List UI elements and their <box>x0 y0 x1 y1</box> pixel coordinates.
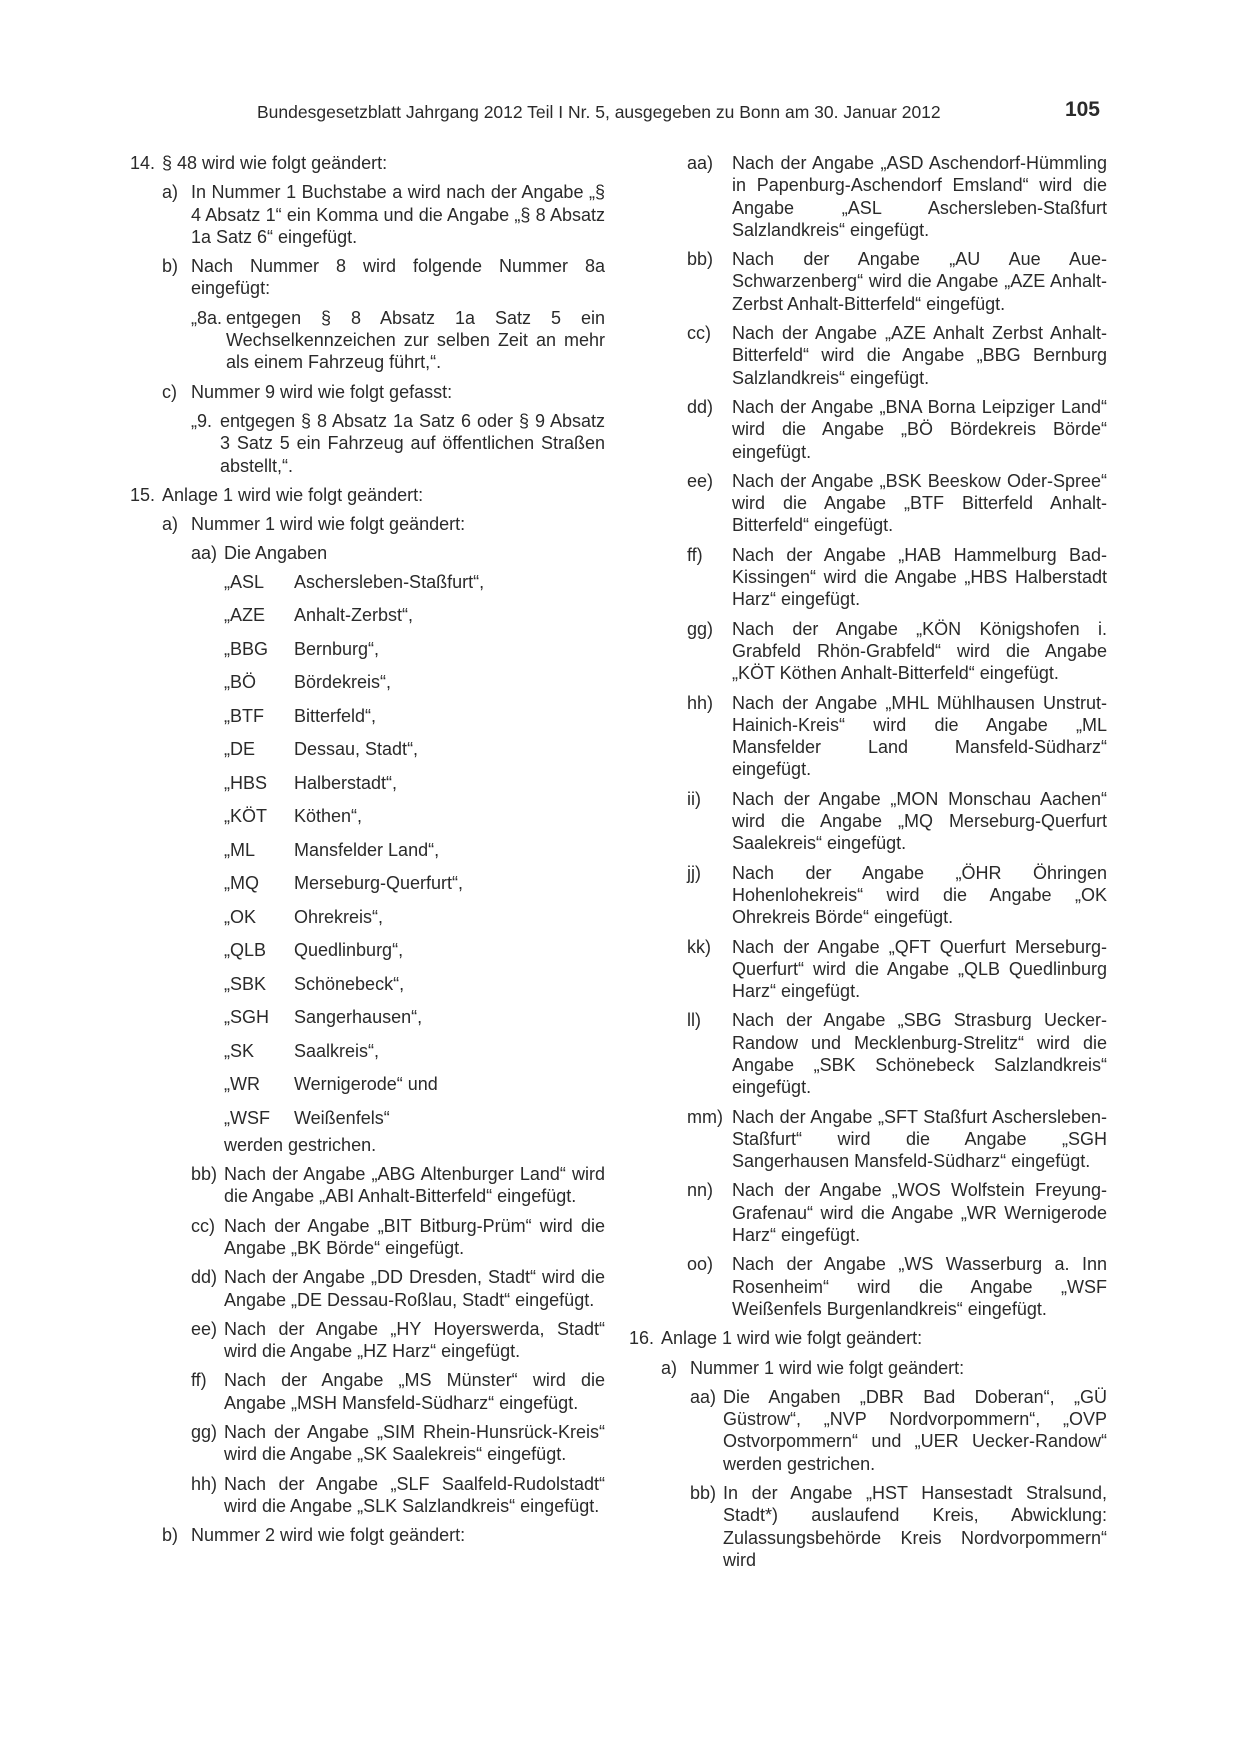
item-marker: cc) <box>191 1215 215 1236</box>
item-text: Nach der Angabe „HY Hoyerswerda, Stadt“ wird die Angabe „HZ Harz“ eingefügt. <box>224 1318 605 1362</box>
item-oo <box>687 1253 1107 1320</box>
code-name: Anhalt-Zerbst“, <box>294 605 414 626</box>
code: „BTF <box>224 705 264 726</box>
item-bb <box>687 248 1107 315</box>
item-marker: b) <box>162 1525 179 1546</box>
item-dd <box>687 396 1107 463</box>
item-15-a-hh <box>191 1473 605 1518</box>
item-text: Nach der Angabe „BNA Borna Leipziger Land“ wird die Angabe „BÖ Bördekreis Börde“ eingefügt. <box>732 396 1107 462</box>
code: „WR <box>224 1074 260 1095</box>
code-row <box>224 1040 605 1074</box>
item-marker: kk) <box>687 936 711 957</box>
item-text: Nach der Angabe „SFT Staßfurt Aschersleben-Staßfurt“ wird die Angabe „SGH Sangerhausen Mansfeld-Südharz“ eingefügt. <box>732 1106 1107 1172</box>
item-marker: dd) <box>687 396 714 417</box>
item-text: Nach der Angabe „QFT Querfurt Merseburg-Querfurt“ wird die Angabe „QLB Quedlinburg Harz“ eingefügt. <box>732 936 1107 1002</box>
item-marker: aa) <box>687 153 714 173</box>
item-15-a-aa <box>191 542 605 564</box>
code-name: Aschersleben-Staßfurt“, <box>294 571 485 592</box>
item-15-a-ff <box>191 1369 605 1414</box>
code: „ML <box>224 839 255 860</box>
quoted-provision-8a <box>191 307 605 374</box>
quoted-provision-9 <box>191 410 605 477</box>
item-text: Nach der Angabe „DD Dresden, Stadt“ wird die Angabe „DE Dessau-Roßlau, Stadt“ eingefügt. <box>224 1267 605 1310</box>
item-text: Nach der Angabe „KÖN Königshofen i. Grabfeld Rhön-Grabfeld“ wird die Angabe „KÖT Köthen Anhalt-Bitterfeld“ eingefügt. <box>732 618 1107 684</box>
item-text: In Nummer 1 Buchstabe a wird nach der Angabe „§ 4 Absatz 1“ ein Komma und die Angabe „§ 8 Absatz 1a Satz 6“ eingefügt. <box>191 182 605 247</box>
code-row <box>224 906 605 940</box>
page-number: 105 <box>1064 98 1100 121</box>
code: „WSF <box>224 1107 270 1128</box>
item-marker: a) <box>162 514 179 535</box>
item-marker: ll) <box>687 1010 701 1031</box>
item-text: Nummer 1 wird wie folgt geändert: <box>690 1357 965 1378</box>
code: „QLB <box>224 940 267 961</box>
item-ll <box>687 1009 1107 1098</box>
item-text: Nach der Angabe „BSK Beeskow Oder-Spree“ wird die Angabe „BTF Bitterfeld Anhalt-Bitterfeld“ eingefügt. <box>732 470 1107 536</box>
code-row <box>224 872 605 906</box>
code-name: Ohrekreis“, <box>294 906 384 927</box>
item-gg <box>687 618 1107 685</box>
item-nn <box>687 1179 1107 1246</box>
item-14-b <box>162 255 605 300</box>
item-text: Nach der Angabe „ÖHR Öhringen Hohenlohekreis“ wird die Angabe „OK Ohrekreis Börde“ eingefügt. <box>732 862 1107 928</box>
code: „HBS <box>224 772 268 793</box>
code-row <box>224 839 605 873</box>
item-marker: ii) <box>687 788 701 809</box>
item-text: Die Angaben „DBR Bad Doberan“, „GÜ Güstrow“, „NVP Nordvorpommern“, „OVP Ostvorpommern“ und „UER Uecker-Randow“ werden gestrichen. <box>723 1386 1107 1474</box>
code-row <box>224 638 605 672</box>
item-marker: mm) <box>687 1106 723 1127</box>
item-16 <box>629 1327 1107 1349</box>
item-text: Anlage 1 wird wie folgt geändert: <box>162 484 424 505</box>
item-text: Nach der Angabe „WS Wasserburg a. Inn Rosenheim“ wird die Angabe „WSF Weißenfels Burgenlandkreis“ eingefügt. <box>732 1254 1107 1319</box>
code: „SBK <box>224 973 267 994</box>
item-text: Nach der Angabe „ABG Altenburger Land“ wird die Angabe „ABI Anhalt-Bitterfeld“ eingefügt. <box>224 1164 605 1207</box>
item-mm <box>687 1106 1107 1173</box>
item-marker: a) <box>162 182 179 203</box>
right-column <box>629 152 1107 1571</box>
code-row <box>224 973 605 1007</box>
code-name: Bördekreis“, <box>294 672 392 693</box>
item-marker: „9. <box>191 410 213 431</box>
item-marker: bb) <box>690 1483 717 1504</box>
item-marker: nn) <box>687 1180 714 1201</box>
item-14-c <box>162 381 605 403</box>
code-name: Mansfelder Land“, <box>294 839 440 860</box>
item-hh <box>687 692 1107 781</box>
item-marker: jj) <box>687 862 701 883</box>
item-15-a-bb <box>191 1163 605 1208</box>
item-jj <box>687 862 1107 929</box>
item-15 <box>130 484 605 506</box>
code-name: Quedlinburg“, <box>294 940 404 961</box>
item-marker: a) <box>661 1357 678 1378</box>
code-row <box>224 571 605 605</box>
code: „SGH <box>224 1007 269 1028</box>
code-row <box>224 604 605 638</box>
item-text: In der Angabe „HST Hansestadt Stralsund, Stadt*) auslaufend Kreis, Abwicklung: Zulassungsbehörde Kreis Nordvorpommern“ wird <box>723 1483 1107 1570</box>
item-15-b <box>162 1524 605 1546</box>
item-15-a-cc <box>191 1215 605 1260</box>
deletion-note: werden gestrichen. <box>224 1134 377 1155</box>
code: „BBG <box>224 638 269 659</box>
item-text: Nach der Angabe „AZE Anhalt Zerbst Anhalt-Bitterfeld“ wird die Angabe „BBG Bernburg Salzlandkreis“ eingefügt. <box>732 323 1107 388</box>
item-marker: ff) <box>191 1370 207 1391</box>
item-ii <box>687 788 1107 855</box>
item-marker: „8a. <box>191 307 223 328</box>
item-text: Nach der Angabe „SLF Saalfeld-Rudolstadt“ wird die Angabe „SLK Salzlandkreis“ eingefügt. <box>224 1473 605 1516</box>
item-marker: 16. <box>629 1328 655 1349</box>
item-text: Nach der Angabe „MHL Mühlhausen Unstrut-Hainich-Kreis“ wird die Angabe „ML Mansfelder Land Mansfeld-Südharz“ eingefügt. <box>732 692 1107 780</box>
item-text: Nach Nummer 8 wird folgende Nummer 8a eingefügt: <box>191 256 605 299</box>
code-name: Saalkreis“, <box>294 1040 380 1061</box>
item-aa <box>687 152 1107 241</box>
item-marker: ff) <box>687 544 703 565</box>
item-marker: 14. <box>130 153 156 173</box>
item-marker: ee) <box>191 1318 218 1339</box>
item-marker: aa) <box>690 1386 717 1407</box>
item-15-a-ee <box>191 1318 605 1363</box>
code-name: Schönebeck“, <box>294 973 405 994</box>
code-name: Wernigerode“ und <box>294 1074 438 1095</box>
item-marker: aa) <box>191 543 218 564</box>
item-marker: bb) <box>191 1164 218 1185</box>
code-row <box>224 1006 605 1040</box>
deleted-codes-list <box>224 571 605 1156</box>
item-text: Die Angaben <box>224 543 328 564</box>
item-marker: c) <box>162 381 177 402</box>
code-name: Köthen“, <box>294 806 363 827</box>
code-row <box>224 1073 605 1107</box>
item-15-a-dd <box>191 1266 605 1311</box>
item-ff <box>687 544 1107 611</box>
item-marker: hh) <box>687 692 714 713</box>
item-marker: 15. <box>130 484 156 505</box>
item-16-a-bb <box>690 1482 1107 1571</box>
code-row <box>224 671 605 705</box>
item-text: Nach der Angabe „ASD Aschendorf-Hümmling in Papenburg-Aschendorf Emsland“ wird die Angabe „ASL Aschersleben-Staßfurt Salzlandkreis“ eingefügt. <box>732 153 1107 240</box>
code: „AZE <box>224 605 266 626</box>
item-text: Nach der Angabe „WOS Wolfstein Freyung-Grafenau“ wird die Angabe „WR Wernigerode Harz“ eingefügt. <box>732 1180 1107 1246</box>
item-text: entgegen § 8 Absatz 1a Satz 6 oder § 9 Absatz 3 Satz 5 ein Fahrzeug auf öffentlichen Straßen abstellt,“. <box>220 410 605 476</box>
code-row <box>224 1107 605 1134</box>
code-row <box>224 805 605 839</box>
code: „SK <box>224 1040 255 1061</box>
item-16-a-aa <box>690 1386 1107 1475</box>
item-marker: dd) <box>191 1267 218 1288</box>
item-text: Nach der Angabe „AU Aue Aue-Schwarzenberg“ wird die Angabe „AZE Anhalt-Zerbst Anhalt-Bitterfeld“ eingefügt. <box>732 249 1107 314</box>
item-14-a <box>162 181 605 248</box>
code: „KÖT <box>224 806 267 827</box>
item-marker: oo) <box>687 1254 714 1275</box>
item-marker: bb) <box>687 249 714 270</box>
item-14 <box>130 152 605 174</box>
item-16-a <box>661 1357 1107 1379</box>
item-marker: gg) <box>687 618 714 639</box>
item-text: Nach der Angabe „MON Monschau Aachen“ wird die Angabe „MQ Merseburg-Querfurt Saalekreis“ eingefügt. <box>732 788 1107 854</box>
item-text: Nach der Angabe „BIT Bitburg-Prüm“ wird die Angabe „BK Börde“ eingefügt. <box>224 1215 605 1258</box>
code: „DE <box>224 739 255 760</box>
item-text: Nummer 9 wird wie folgt gefasst: <box>191 381 453 402</box>
item-text: Nach der Angabe „SIM Rhein-Hunsrück-Kreis“ wird die Angabe „SK Saalekreis“ eingefügt. <box>224 1422 605 1465</box>
running-title: Bundesgesetzblatt Jahrgang 2012 Teil I Nr. 5, ausgegeben zu Bonn am 30. Januar 2012 <box>257 102 941 122</box>
item-marker: gg) <box>191 1422 218 1443</box>
code-row <box>224 772 605 806</box>
item-marker: b) <box>162 256 179 277</box>
code-row <box>224 705 605 739</box>
code-row <box>224 738 605 772</box>
item-text: Nach der Angabe „MS Münster“ wird die Angabe „MSH Mansfeld-Südharz“ eingefügt. <box>224 1370 605 1413</box>
code-name: Merseburg-Querfurt“, <box>294 873 464 894</box>
code-name: Sangerhausen“, <box>294 1007 423 1028</box>
item-ee <box>687 470 1107 537</box>
item-text: Nach der Angabe „SBG Strasburg Uecker-Randow und Mecklenburg-Strelitz“ wird die Angabe „SBK Schönebeck Salzlandkreis“ eingefügt. <box>732 1010 1107 1098</box>
item-text: entgegen § 8 Absatz 1a Satz 5 ein Wechselkennzeichen zur selben Zeit an mehr als einem Fahrzeug führt,“. <box>226 307 605 373</box>
item-text: Nach der Angabe „HAB Hammelburg Bad-Kissingen“ wird die Angabe „HBS Halberstadt Harz“ eingefügt. <box>732 544 1107 610</box>
item-kk <box>687 936 1107 1003</box>
item-marker: ee) <box>687 470 714 491</box>
item-15-a <box>162 513 605 535</box>
item-text: § 48 wird wie folgt geändert: <box>162 153 388 173</box>
item-marker: hh) <box>191 1473 218 1494</box>
item-text: Anlage 1 wird wie folgt geändert: <box>661 1328 923 1349</box>
item-text: Nummer 2 wird wie folgt geändert: <box>191 1525 466 1546</box>
code: „ASL <box>224 571 265 592</box>
item-text: Nummer 1 wird wie folgt geändert: <box>191 514 466 535</box>
code-name: Bitterfeld“, <box>294 705 377 726</box>
item-marker: cc) <box>687 323 711 344</box>
code: „MQ <box>224 873 259 894</box>
code-name: Dessau, Stadt“, <box>294 739 419 760</box>
code-name: Halberstadt“, <box>294 772 398 793</box>
code-name: Bernburg“, <box>294 638 380 659</box>
code-row <box>224 939 605 973</box>
code: „BÖ <box>224 672 257 693</box>
left-column <box>130 152 605 1547</box>
code: „OK <box>224 906 257 927</box>
code-name: Weißenfels“ <box>294 1107 390 1128</box>
item-15-a-gg <box>191 1421 605 1466</box>
item-cc <box>687 322 1107 389</box>
